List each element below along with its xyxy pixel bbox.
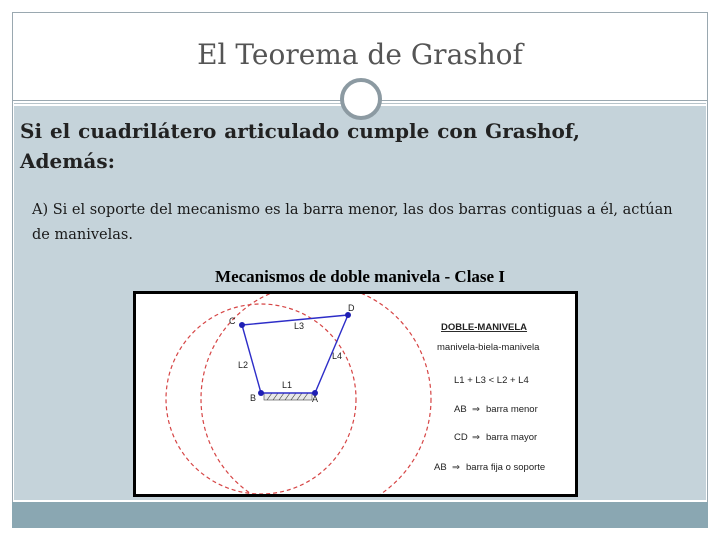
decorative-ring xyxy=(340,78,382,120)
label-l2: L2 xyxy=(238,360,249,370)
joint-b xyxy=(258,390,264,396)
arrow-icon: ⇒ xyxy=(452,462,460,473)
joint-c xyxy=(239,322,245,328)
arrow-icon: ⇒ xyxy=(472,404,480,415)
legend-ab-label: AB xyxy=(454,404,467,415)
link-l2 xyxy=(242,325,261,393)
footer-bar xyxy=(12,502,708,528)
figure-caption: Mecanismos de doble manivela - Clase I xyxy=(215,267,505,286)
label-b: B xyxy=(250,393,257,403)
arrow-icon: ⇒ xyxy=(472,432,480,443)
slide-paragraph: A) Si el soporte del mecanismo es la barra menor, las dos barras contiguas a él, actúan de manivelas. xyxy=(32,202,673,243)
label-l3: L3 xyxy=(294,321,305,331)
label-l1: L1 xyxy=(282,380,293,390)
mechanism-diagram xyxy=(136,294,575,494)
legend-condition: L1 + L3 < L2 + L4 xyxy=(454,375,529,386)
legend xyxy=(434,322,545,473)
slide-heading: Si el cuadrilátero articulado cumple con Grashof, Además: xyxy=(20,119,580,173)
legend-cd-text: barra mayor xyxy=(486,432,538,443)
label-d: D xyxy=(348,303,355,313)
legend-title: DOBLE-MANIVELA xyxy=(441,322,528,333)
circle-path-b xyxy=(166,304,356,494)
legend-support-text: barra fija o soporte xyxy=(466,462,546,473)
mechanism-figure xyxy=(133,291,578,497)
label-c: C xyxy=(229,316,236,326)
slide-title: El Teorema de Grashof xyxy=(197,38,523,71)
legend-subtitle: manivela-biela-manivela xyxy=(437,342,540,353)
legend-cd-label: CD xyxy=(454,432,468,443)
legend-ab-text: barra menor xyxy=(486,404,538,415)
legend-support-label: AB xyxy=(434,462,447,473)
label-l4: L4 xyxy=(332,351,343,361)
label-a: A xyxy=(312,394,319,404)
